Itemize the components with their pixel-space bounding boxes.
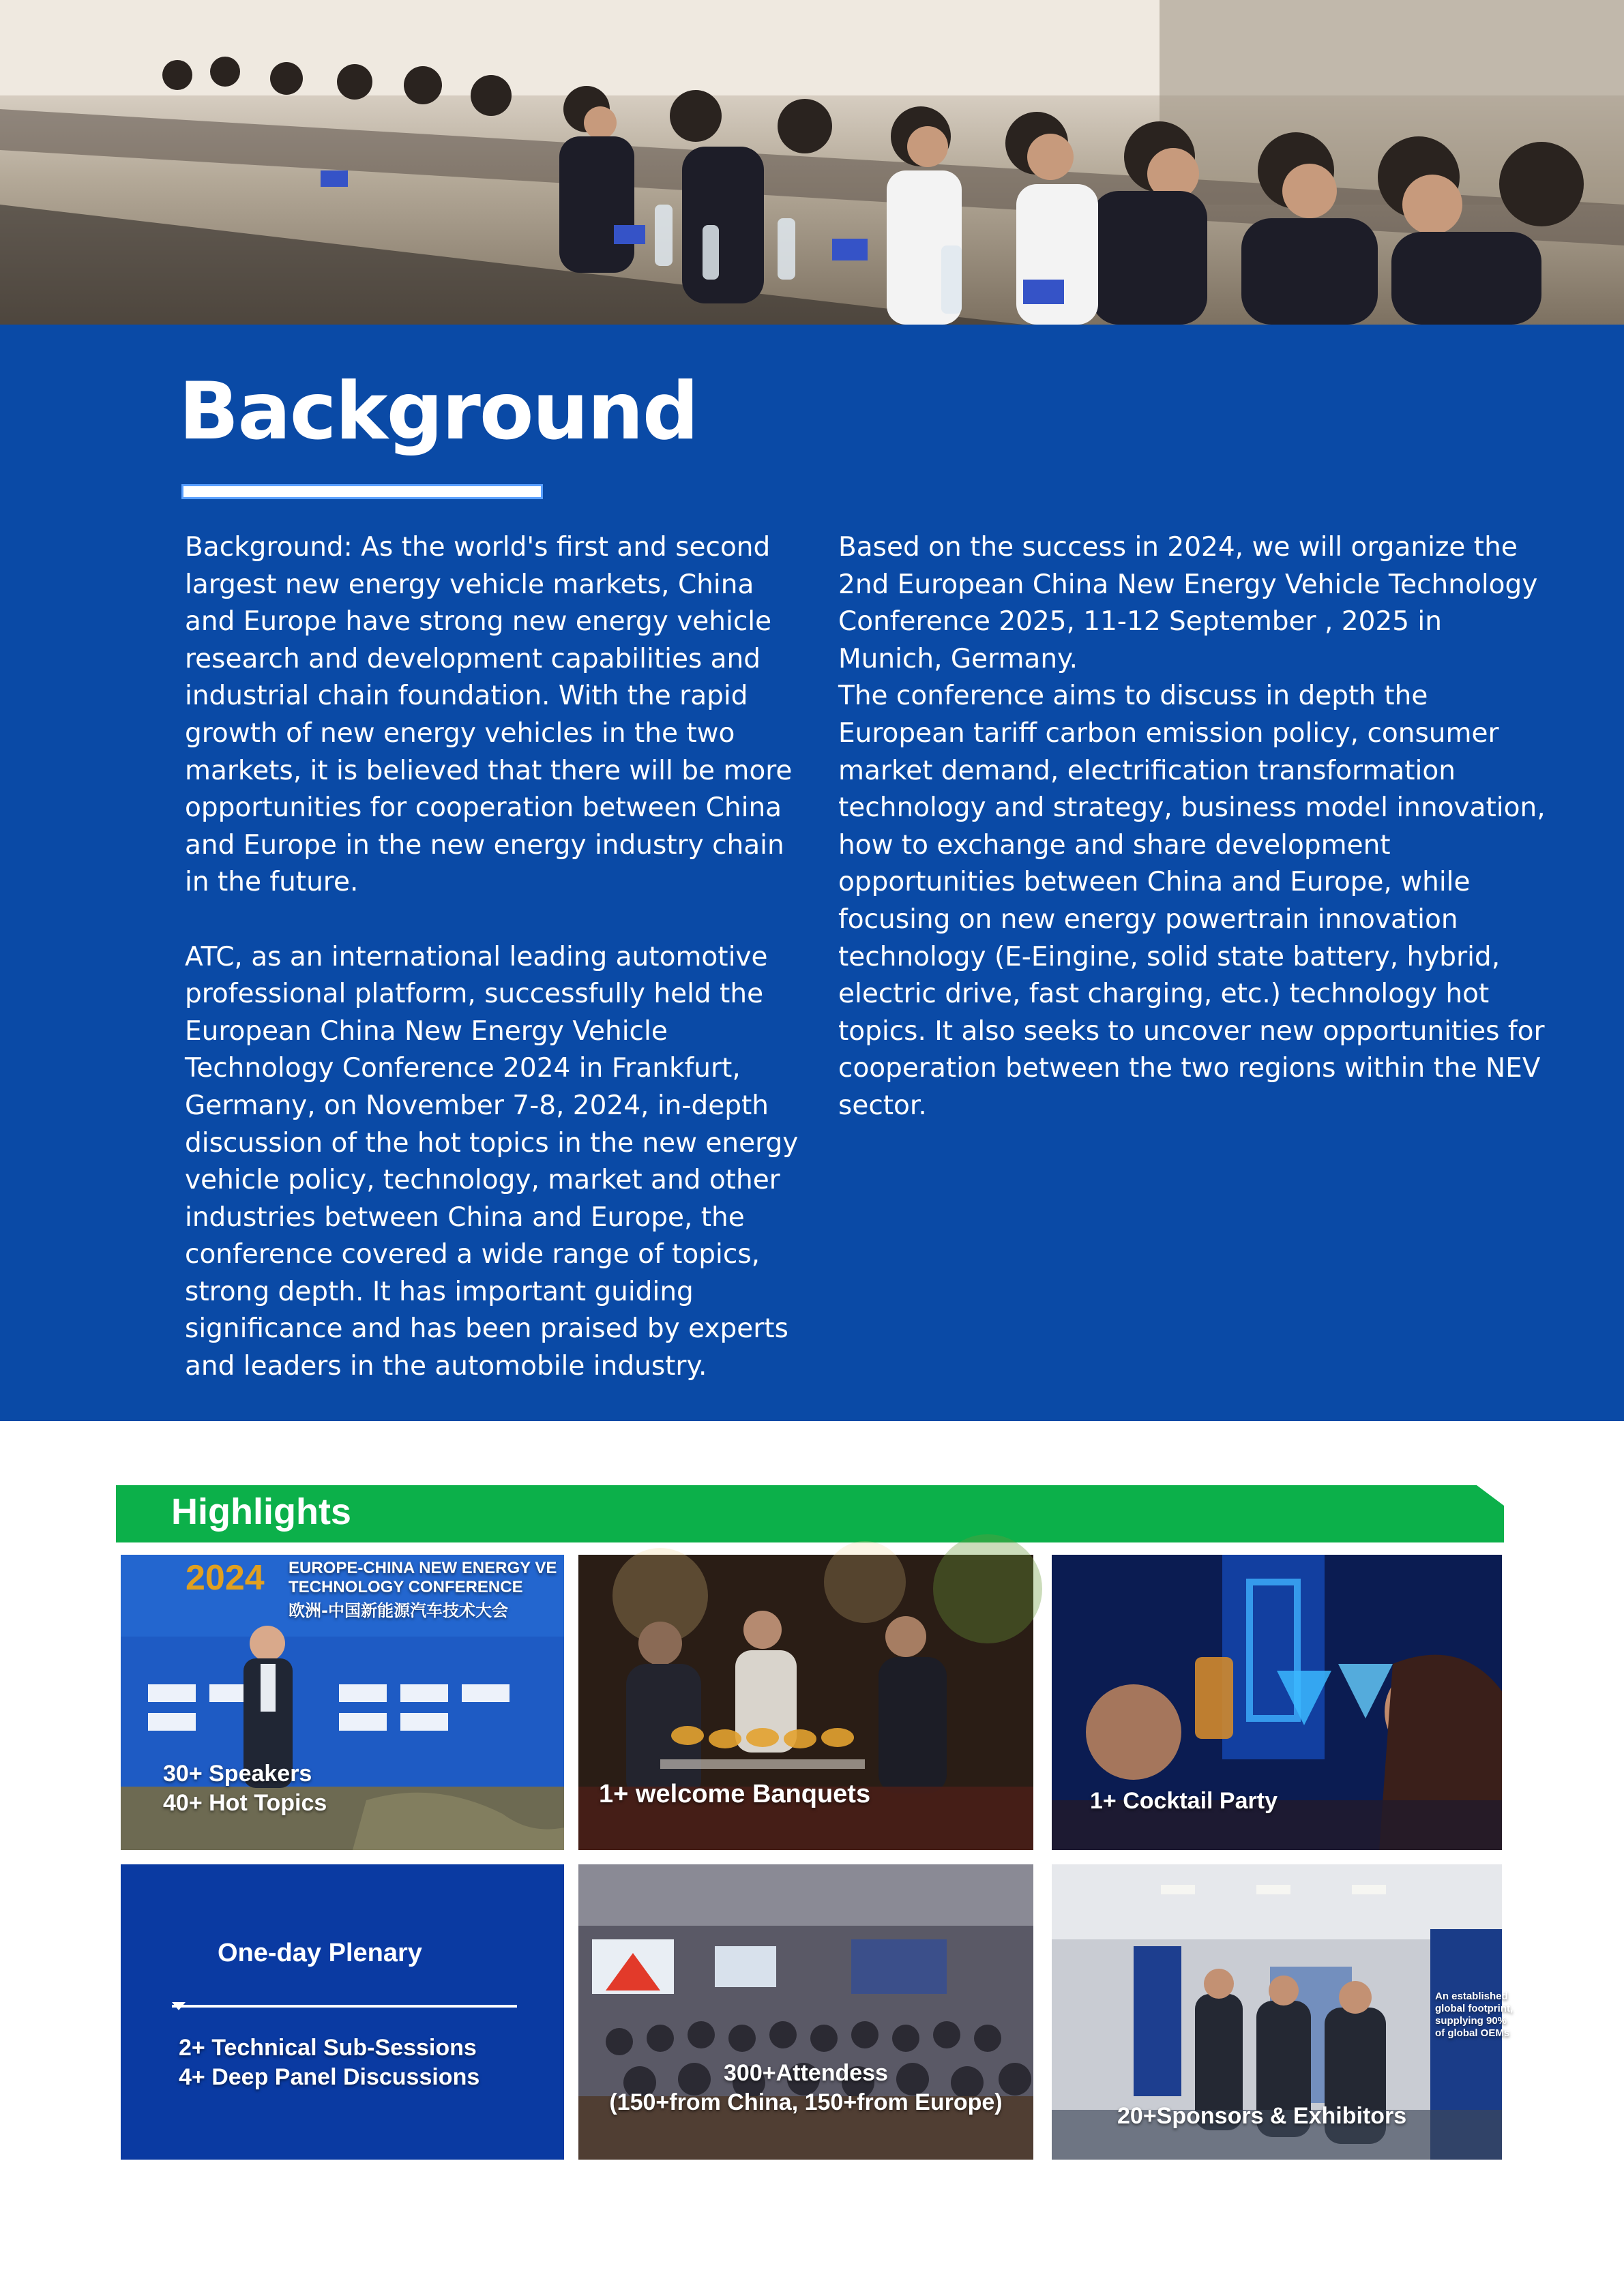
highlight-tile-cocktail xyxy=(1052,1555,1502,1850)
sponsor-banner-line: An established xyxy=(1435,1991,1508,2002)
highlight-tile-speakers xyxy=(121,1555,564,1850)
background-left-column: Background: As the world's first and second largest new energy vehicle markets, China and Europe have strong new energy vehicle research and development capabilities and industrial chain foundation. With the rapid growth of new energy vehicles in the two markets, it is believed that there will be more opportunities for cooperation between China and Europe in the new energy industry chain in the future. ATC, as an international leading automotive professional platform, successfully held the European China New Energy Vehicle Technology Conference 2024 in Frankfurt, Germany, on November 7-8, 2024, in-depth discussion of the hot topics in the new energy vehicle policy, technology, market and other industries between China and Europe, the conference covered a wide range of topics, strong depth. It has important guiding significance and has been praised by experts and leaders in the automobile industry. xyxy=(185,532,799,1382)
backdrop-line-1: EUROPE-CHINA NEW ENERGY VE xyxy=(289,1559,557,1577)
hot-topics-count: 40+ Hot Topics xyxy=(163,1790,327,1816)
conference-audience-photo-illustration xyxy=(0,0,1624,325)
highlights-title: Highlights xyxy=(171,1491,351,1532)
speakers-caption xyxy=(163,1759,327,1818)
sponsor-banner-line: of global OEMs xyxy=(1435,2027,1510,2039)
hero-conference-photo xyxy=(0,0,1624,325)
attendees-caption xyxy=(578,2059,1033,2117)
banquet-caption: 1+ welcome Banquets xyxy=(599,1780,871,1808)
sponsor-banner-line: supplying 90% xyxy=(1435,2015,1507,2027)
backdrop-year: 2024 xyxy=(186,1558,265,1598)
plenary-heading: One-day Plenary xyxy=(218,1939,422,1967)
highlight-tile-attendees xyxy=(578,1864,1033,2160)
title-underline xyxy=(181,484,543,499)
plenary-divider-arrow-icon xyxy=(172,2002,186,2010)
highlight-tile-banquet xyxy=(578,1555,1033,1850)
plenary-details xyxy=(179,2033,479,2092)
highlight-tile-plenary xyxy=(121,1864,564,2160)
attendees-breakdown: (150+from China, 150+from Europe) xyxy=(609,2089,1003,2115)
background-right-column: Based on the success in 2024, we will organize the 2nd European China New Energy Vehicle Technology Conference 2025, 11-12 September , 2025 in Munich, Germany. The conference aims to discuss in depth the European tariff carbon emission policy, consumer market demand, electrification transformation technology and strategy, business model innovation, how to exchange and share development opportunities between China and Europe, while focusing on new energy powertrain innovation technology (E-Eingine, solid state battery, hybrid, electric drive, fast charging, etc.) technology hot topics. It also seeks to uncover new opportunities for cooperation between the two regions within the NEV sector. xyxy=(838,532,1546,1121)
panel-discussions-count: 4+ Deep Panel Discussions xyxy=(179,2064,480,2090)
sponsor-banner-text xyxy=(1435,1991,1513,2040)
background-title: Background xyxy=(179,366,698,458)
cocktail-caption: 1+ Cocktail Party xyxy=(1090,1788,1278,1814)
backdrop-line-2: TECHNOLOGY CONFERENCE xyxy=(289,1578,523,1596)
sub-sessions-count: 2+ Technical Sub-Sessions xyxy=(179,2035,477,2061)
plenary-divider xyxy=(172,2005,517,2008)
backdrop-line-3: 欧洲-中国新能源汽车技术大会 xyxy=(289,1601,508,1620)
sponsor-banner-line: global footprint, xyxy=(1435,2003,1514,2014)
attendees-count: 300+Attendess xyxy=(724,2060,888,2086)
sponsors-caption: 20+Sponsors & Exhibitors xyxy=(1117,2103,1407,2129)
speakers-count: 30+ Speakers xyxy=(163,1761,312,1787)
highlight-tile-sponsors xyxy=(1052,1864,1514,2160)
